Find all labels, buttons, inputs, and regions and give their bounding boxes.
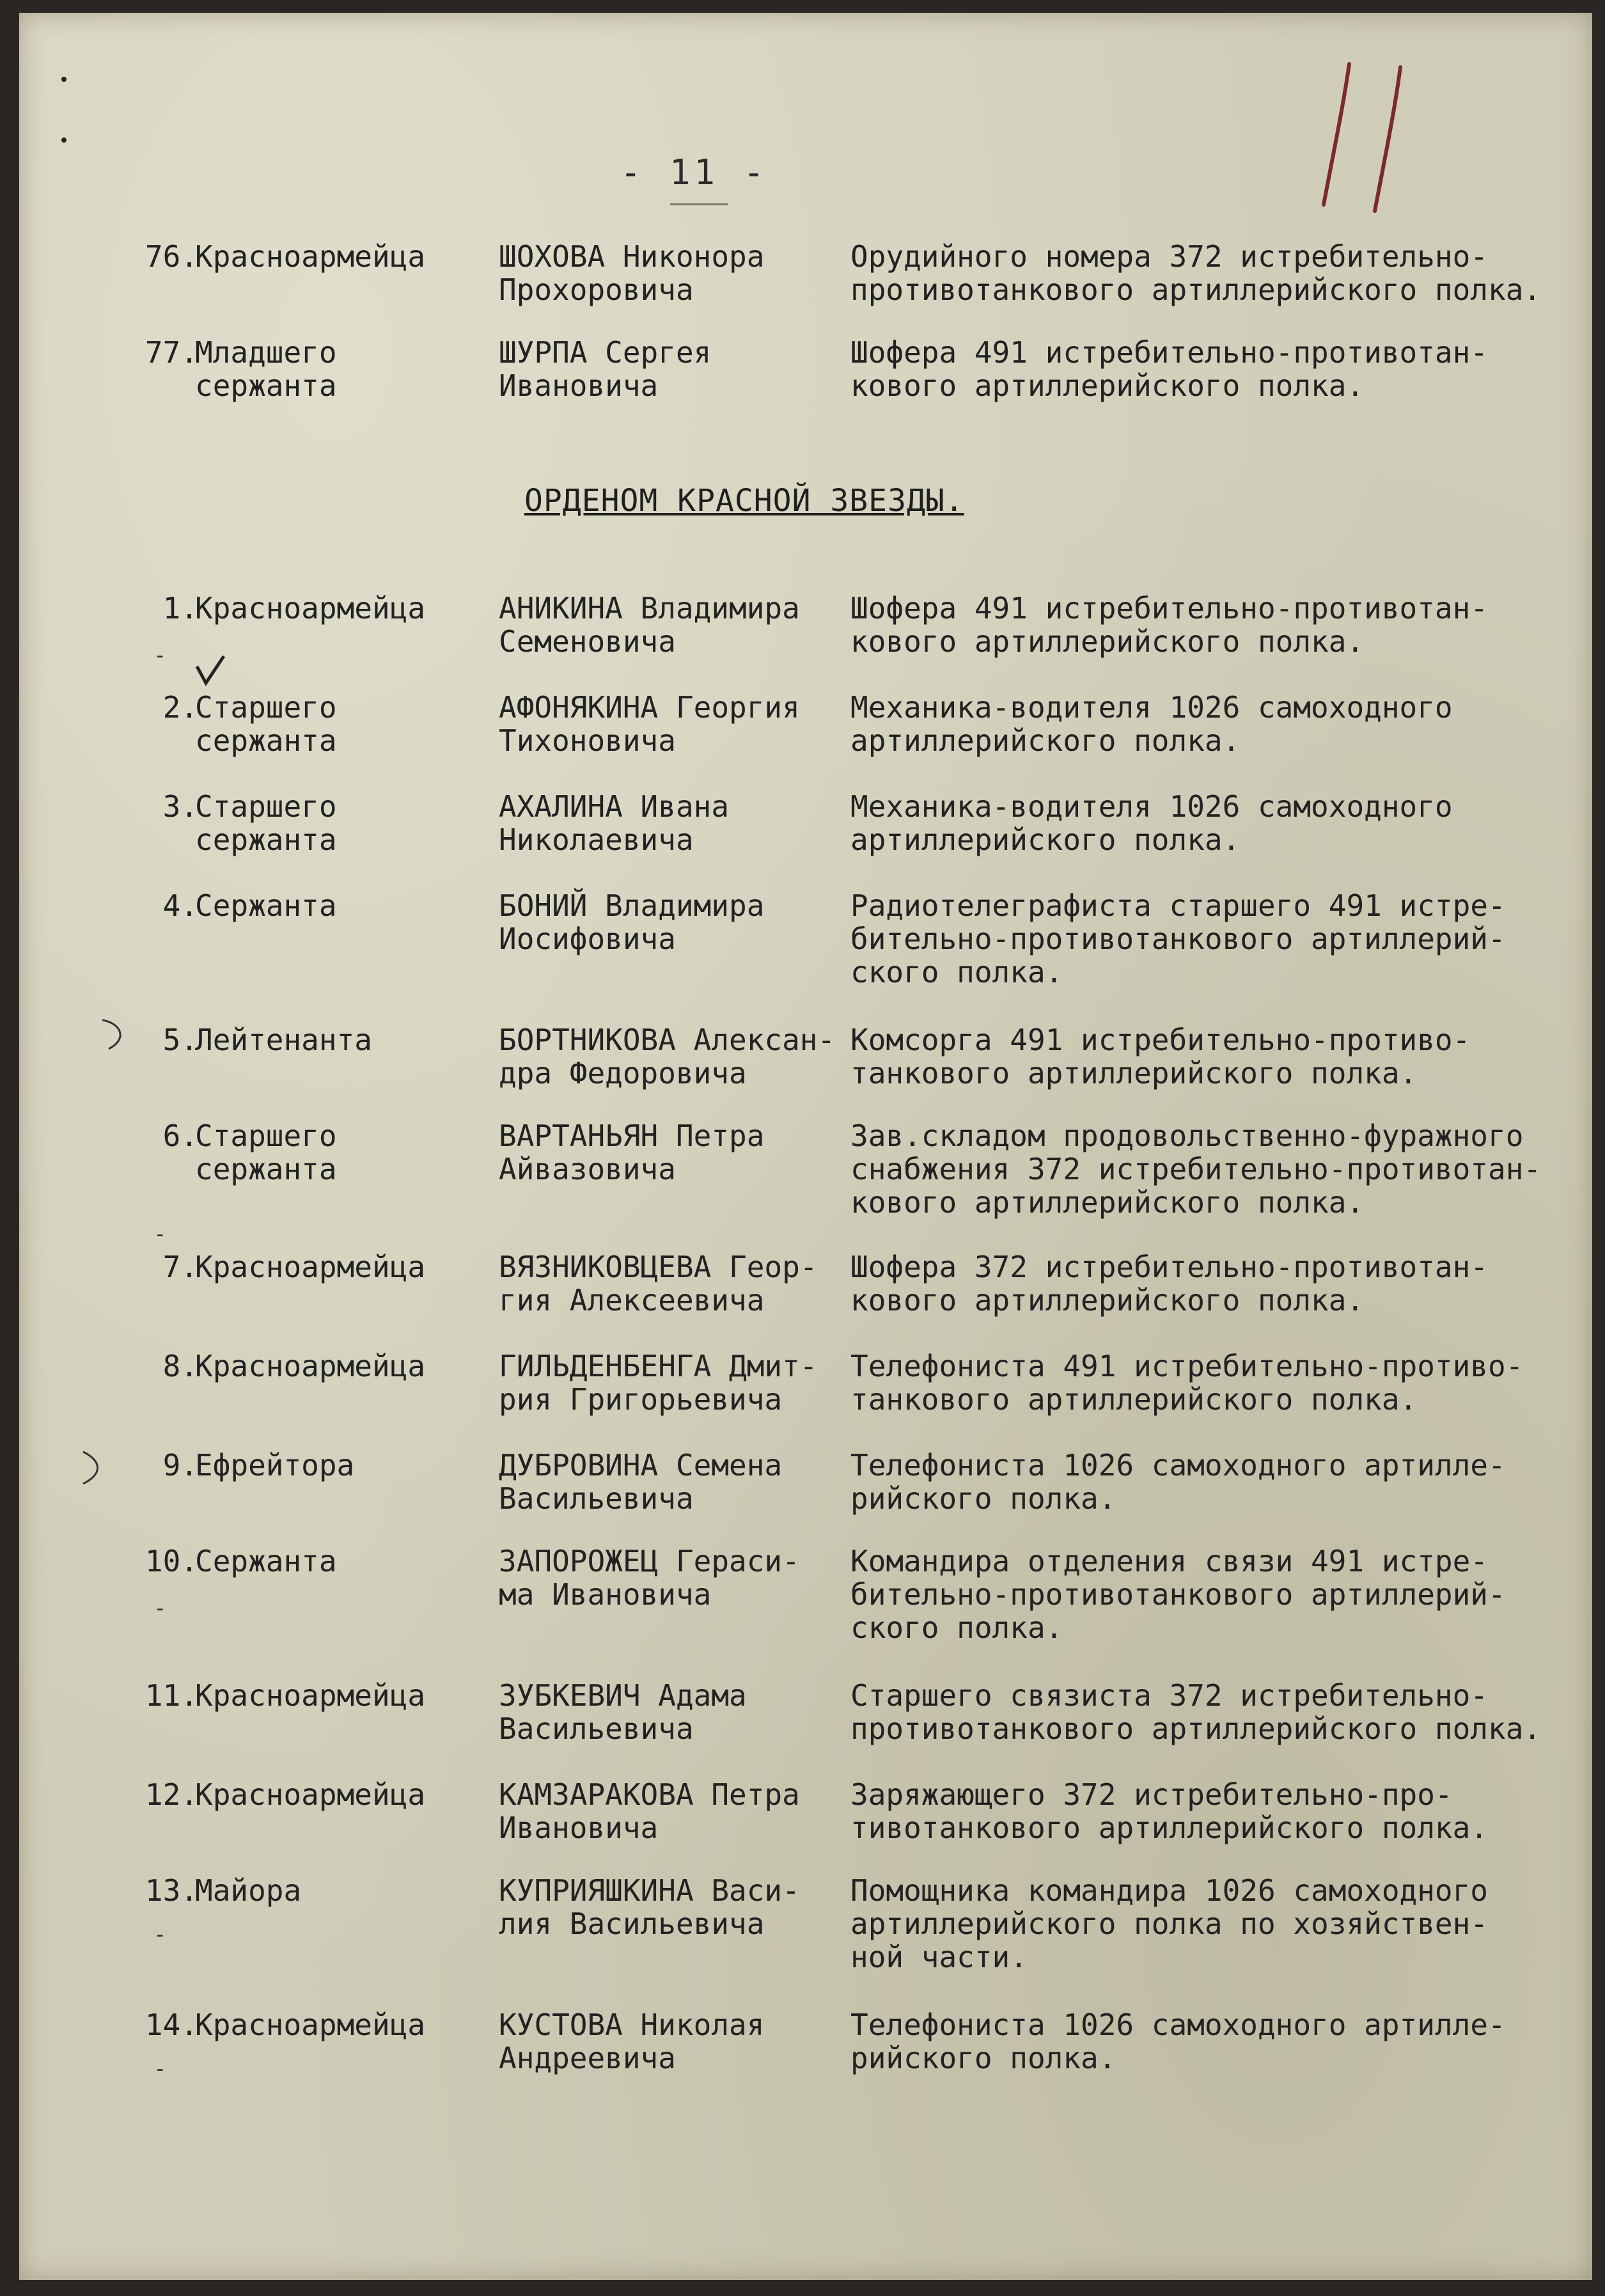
entry-position: Старшего связиста 372 истребительно- противотанкового артиллерийского полка. [850, 1678, 1542, 1746]
entry-number: 5. [162, 1023, 198, 1057]
entry-number: 2. [162, 690, 198, 725]
entry-number: 14. [145, 2008, 198, 2042]
entry-position: Шофера 372 истребительно-противотан- кового артиллерийского полка. [850, 1250, 1488, 1317]
entry-number: 3. [162, 789, 198, 824]
entry-name: БОРТНИКОВА Алексан- дра Федоровича [499, 1023, 836, 1090]
entry-rank: Красноармейца [195, 239, 426, 274]
entry-position: Механика-водителя 1026 самоходного артиллерийского полка. [850, 789, 1453, 857]
entry-rank: Красноармейца [195, 1250, 426, 1284]
entry-name: АФОНЯКИНА Георгия Тихоновича [499, 690, 800, 758]
entry-rank: Ефрейтора [195, 1448, 355, 1482]
entry-rank: Красноармейца [195, 1777, 426, 1812]
entry-name: ВЯЗНИКОВЦЕВА Геор- гия Алексеевича [499, 1250, 818, 1317]
punch-hole [61, 138, 67, 143]
entry-name: КАМЗАРАКОВА Петра Ивановича [499, 1777, 800, 1845]
entry-number: 11. [145, 1678, 198, 1713]
entry-name: АНИКИНА Владимира Семеновича [499, 591, 800, 659]
tick-mark: - [153, 2056, 167, 2082]
entry-rank: Красноармейца [195, 1349, 426, 1383]
entry-name: АХАЛИНА Ивана Николаевича [499, 789, 730, 857]
entry-number: 77. [145, 335, 198, 370]
entry-rank: Красноармейца [195, 591, 426, 625]
entry-position: Шофера 491 истребительно-противотан- кового артиллерийского полка. [850, 591, 1488, 659]
entry-position: Заряжающего 372 истребительно-про- тивотанкового артиллерийского полка. [850, 1777, 1488, 1845]
entry-name: КУСТОВА Николая Андреевича [499, 2008, 765, 2075]
entry-number: 6. [162, 1119, 198, 1153]
entry-position: Орудийного номера 372 истребительно- противотанкового артиллерийского полка. [850, 239, 1542, 307]
entry-rank: Сержанта [195, 888, 337, 923]
tick-mark: - [153, 643, 167, 668]
bracket-mark-icon [96, 1010, 141, 1055]
entry-position: Шофера 491 истребительно-противотан- кового артиллерийского полка. [850, 335, 1488, 403]
entry-number: 8. [162, 1349, 198, 1383]
tick-mark: - [153, 1922, 167, 1947]
entry-rank: Сержанта [195, 1544, 337, 1578]
entry-name: ШОХОВА Никонора Прохоровича [499, 239, 765, 307]
page-number: - 11 - [620, 152, 769, 193]
entry-name: КУПРИЯШКИНА Васи- лия Васильевича [499, 1873, 800, 1941]
entry-rank: Майора [195, 1873, 302, 1908]
entry-position: Комсорга 491 истребительно-противо- танкового артиллерийского полка. [850, 1023, 1471, 1090]
entry-rank: Старшего сержанта [195, 690, 337, 758]
entry-position: Помощника командира 1026 самоходного артиллерийского полка по хозяйствен- ной части. [850, 1873, 1488, 1974]
entry-position: Зав.складом продовольственно-фуражного снабжения 372 истребительно-противотан- кового артиллерийского полка. [850, 1119, 1542, 1220]
entry-number: 76. [145, 239, 198, 274]
entry-rank: Старшего сержанта [195, 789, 337, 857]
entry-name: ГИЛЬДЕНБЕНГА Дмит- рия Григорьевича [499, 1349, 818, 1417]
entry-rank: Лейтенанта [195, 1023, 372, 1057]
entry-position: Телефониста 491 истребительно-противо- танкового артиллерийского полка. [850, 1349, 1524, 1417]
entry-number: 7. [162, 1250, 198, 1284]
entry-position: Радиотелеграфиста старшего 491 истре- бительно-противотанкового артиллерий- ского полка. [850, 888, 1506, 989]
handwritten-roman-numeral-mark [1304, 58, 1445, 224]
entry-number: 10. [145, 1544, 198, 1578]
entry-rank: Красноармейца [195, 1678, 426, 1713]
punch-hole [61, 77, 67, 82]
entry-name: ДУБРОВИНА Семена Васильевича [499, 1448, 783, 1516]
tick-mark: - [153, 1596, 167, 1621]
entry-name: БОНИЙ Владимира Иосифовича [499, 888, 765, 956]
entry-position: Телефониста 1026 самоходного артилле- рийского полка. [850, 1448, 1506, 1516]
entry-number: 9. [162, 1448, 198, 1482]
entry-name: ЗУБКЕВИЧ Адама Васильевича [499, 1678, 747, 1746]
entry-number: 1. [162, 591, 198, 625]
checkmark-icon [192, 652, 230, 691]
document-page [19, 13, 1592, 2280]
entry-position: Телефониста 1026 самоходного артилле- рийского полка. [850, 2008, 1506, 2075]
entry-number: 12. [145, 1777, 198, 1812]
entry-rank: Младшего сержанта [195, 335, 337, 403]
entry-number: 4. [162, 888, 198, 923]
entry-name: ШУРПА Сергея Ивановича [499, 335, 712, 403]
entry-name: ВАРТАНЬЯН Петра Айвазовича [499, 1119, 765, 1186]
bracket-mark-icon [77, 1445, 115, 1490]
entry-rank: Старшего сержанта [195, 1119, 337, 1186]
entry-position: Механика-водителя 1026 самоходного артиллерийского полка. [850, 690, 1453, 758]
entry-name: ЗАПОРОЖЕЦ Гераси- ма Ивановича [499, 1544, 800, 1612]
entry-rank: Красноармейца [195, 2008, 426, 2042]
tick-mark: - [153, 1222, 167, 1247]
section-heading: ОРДЕНОМ КРАСНОЙ ЗВЕЗДЫ. [524, 483, 964, 519]
entry-position: Командира отделения связи 491 истре- бительно-противотанкового артиллерий- ского полка. [850, 1544, 1506, 1645]
entry-number: 13. [145, 1873, 198, 1908]
page-number-underline [670, 203, 728, 205]
